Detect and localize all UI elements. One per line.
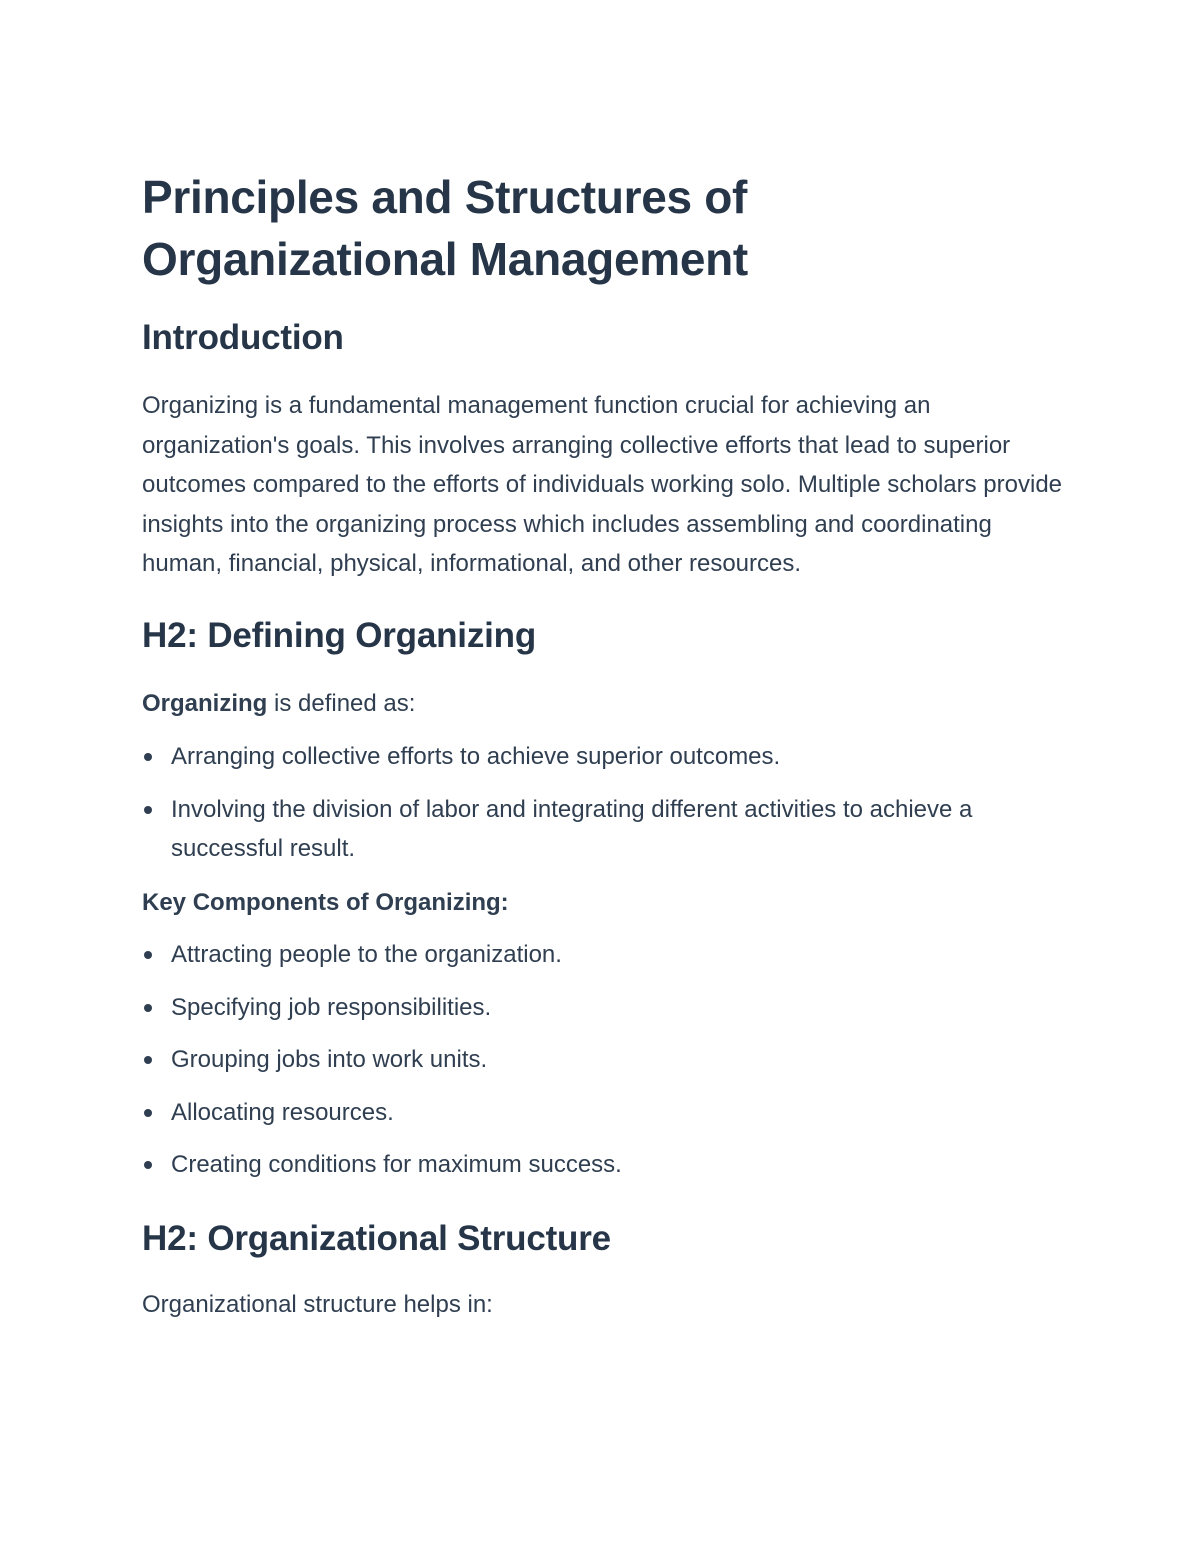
bullet-icon <box>144 806 152 814</box>
definition-suffix: is defined as: <box>267 689 416 717</box>
list-item-text: Creating conditions for maximum success. <box>171 1151 622 1178</box>
title-line-1: Principles and Structures of <box>142 171 748 223</box>
list-item <box>142 1145 1072 1185</box>
structure-paragraph: Organizational structure helps in: <box>142 1290 493 1318</box>
definition-intro <box>142 684 1072 724</box>
list-item-text: Specifying job responsibilities. <box>171 993 492 1021</box>
list-item-text: Arranging collective efforts to achieve superior outcomes. <box>171 743 781 770</box>
list-item <box>142 935 1072 975</box>
list-item-text: Attracting people to the organization. <box>171 941 562 968</box>
list-item <box>142 790 1072 869</box>
list-item <box>142 988 1072 1028</box>
list-item <box>142 737 1072 777</box>
defining-organizing-heading: H2: Defining Organizing <box>142 615 537 655</box>
introduction-heading: Introduction <box>142 318 344 357</box>
title-line-2: Organizational Management <box>142 233 748 285</box>
document-page <box>142 166 1072 1324</box>
key-components-list <box>142 935 1072 1185</box>
document-title <box>142 166 1072 290</box>
introduction-paragraph: Organizing is a fundamental management function crucial for achieving an organization's goals. This involves arranging collective efforts that lead to superior outcomes compared to the efforts of individuals working solo. Multiple scholars provide insights into the organizing process which includes assembling and coordinating human, financial, physical, informational, and other resources. <box>142 392 1063 577</box>
bullet-icon <box>144 753 152 761</box>
bullet-icon <box>144 951 152 959</box>
list-item <box>142 1040 1072 1080</box>
key-components-label: Key Components of Organizing: <box>142 888 509 916</box>
list-item-text: Grouping jobs into work units. <box>171 1046 488 1073</box>
list-item <box>142 1093 1072 1133</box>
list-item-text: Allocating resources. <box>171 1098 394 1126</box>
bullet-icon <box>144 1161 152 1169</box>
bullet-icon <box>144 1109 152 1117</box>
bullet-icon <box>144 1056 152 1064</box>
definition-term: Organizing <box>142 689 268 717</box>
list-item-text: Involving the division of labor and integrating different activities to achieve a successful result. <box>171 795 973 862</box>
bullet-icon <box>144 1004 152 1012</box>
organizational-structure-heading: H2: Organizational Structure <box>142 1218 611 1258</box>
definition-list <box>142 737 1072 869</box>
